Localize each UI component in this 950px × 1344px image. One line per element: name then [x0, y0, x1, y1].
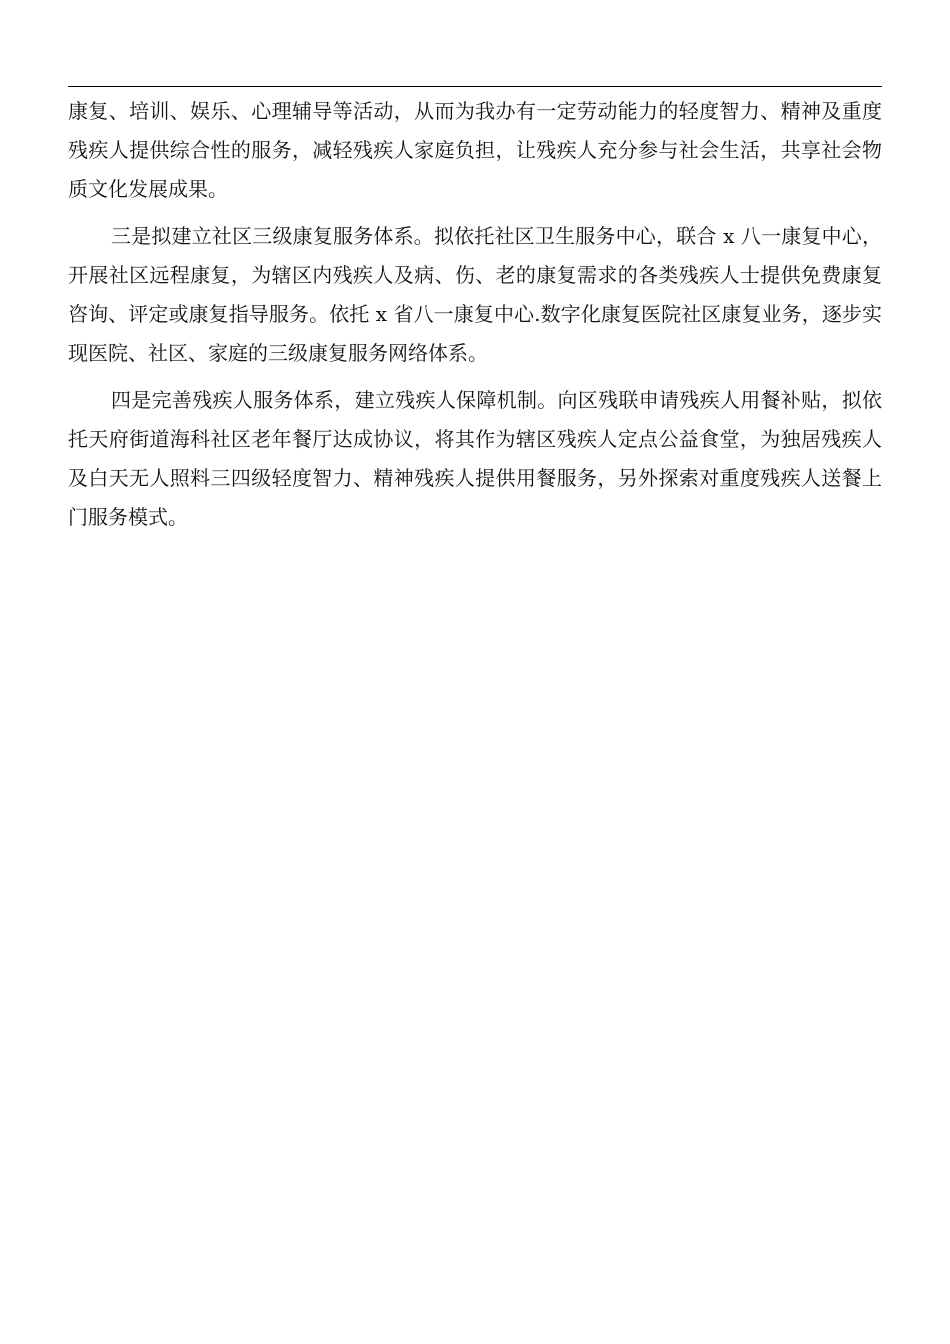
header-rule [68, 86, 882, 87]
document-body [68, 92, 882, 537]
paragraph-service-system: 四是完善残疾人服务体系，建立残疾人保障机制。向区残联申请残疾人用餐补贴，拟依托天府街道海科社区老年餐厅达成协议，将其作为辖区残疾人定点公益食堂，为独居残疾人及白天无人照料三四级轻度智力、精神残疾人提供用餐服务，另外探索对重度残疾人送餐上门服务模式。 [68, 388, 882, 529]
paragraph-continuation: 康复、培训、娱乐、心理辅导等活动，从而为我办有一定劳动能力的轻度智力、精神及重度残疾人提供综合性的服务，减轻残疾人家庭负担，让残疾人充分参与社会生活，共享社会物质文化发展成果。 [68, 99, 882, 201]
paragraph-rehabilitation-system: 三是拟建立社区三级康复服务体系。拟依托社区卫生服务中心，联合 x 八一康复中心，开展社区远程康复，为辖区内残疾人及病、伤、老的康复需求的各类残疾人士提供免费康复咨询、评定或康复指导服务。依托 x 省八一康复中心.数字化康复医院社区康复业务，逐步实现医院、社区、家庭的三级康复服务网络体系。 [68, 224, 882, 365]
